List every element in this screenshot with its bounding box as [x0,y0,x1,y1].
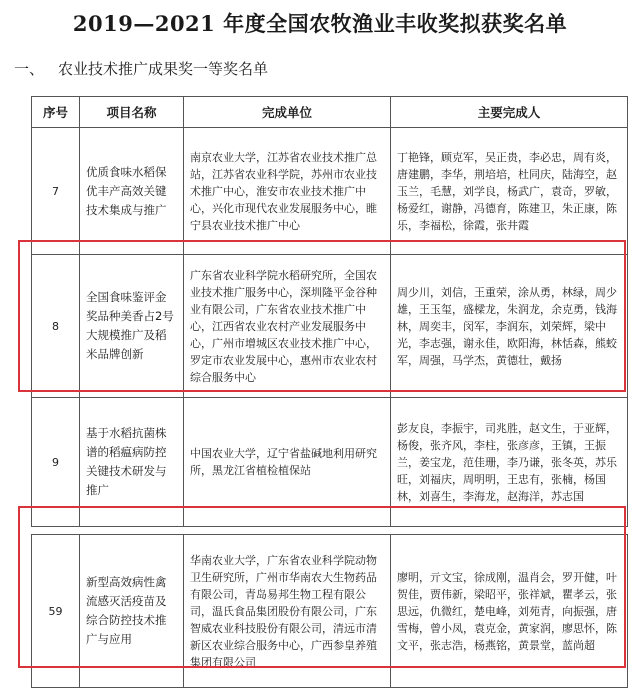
table-header-row [32,97,628,128]
row-people: 丁艳锋，顾克军，吴正贵，李必忠，周有炎，唐建鹏，李华，荆培培，杜同庆，陆海空，赵玉兰，毛慧，刘学良，杨武广，袁奇，罗敏，杨爱红，谢静，冯德育，陈建卫，朱正康，陈乐，李福松，徐霞，张井霞 [391,128,628,255]
document-title: 2019—2021 年度全国农牧渔业丰收奖拟获奖名单 [72,11,568,36]
row-project-name: 新型高效病性禽流感灭活疫苗及综合防控技术推广与应用 [80,535,184,688]
header-people: 主要完成人 [391,97,628,128]
row-no: 59 [32,535,80,688]
row-unit: 南京农业大学，江苏省农业技术推广总站，江苏省农业科学院，苏州市农业技术推广中心，淮安市农业技术推广中心，兴化市现代农业发展服务中心，睢宁县农业技术推广中心 [184,128,391,255]
table-row [32,398,628,527]
row-no: 7 [32,128,80,255]
row-project-name: 基于水稻抗菌株谱的稻瘟病防控关键技术研发与推广 [80,398,184,527]
separator-cell [32,527,628,535]
header-no: 序号 [32,97,80,128]
row-unit: 中国农业大学，辽宁省盐碱地利用研究所，黑龙江省植检植保站 [184,398,391,527]
table-row [32,128,628,255]
row-project-name: 优质食味水稻保优丰产高效关键技术集成与推广 [80,128,184,255]
row-unit: 广东省农业科学院水稻研究所，全国农业技术推广服务中心，深圳隆平金谷种业有限公司，广东省农业技术推广中心，江西省农业农村产业发展服务中心，广州市增城区农业技术推广中心，罗定市农业发展中心，惠州市农业农村综合服务中心 [184,255,391,398]
row-unit: 华南农业大学，广东省农业科学院动物卫生研究所，广州市华南农大生物药品有限公司，青岛易邦生物工程有限公司，温氏食品集团股份有限公司，广东智威农业科技股份有限公司，清远市清新区农业综合服务中心，广西参皇养殖集团有限公司 [184,535,391,688]
row-no: 8 [32,255,80,398]
section-heading [14,58,268,79]
table-separator [32,527,628,535]
row-project-name: 全国食味鉴评金奖品种美香占2号大规模推广及稻米品牌创新 [80,255,184,398]
section-label: 农业技术推广成果奖一等奖名单 [58,60,269,78]
award-table [31,96,628,688]
table-row [32,255,628,398]
table-row [32,535,628,688]
row-no: 9 [32,398,80,527]
section-number: 一、 [14,60,45,78]
row-people: 周少川，刘信，王重荣，涂从勇，林绿，周少雄，王玉玺，盛樑龙，朱润龙，余克勇，钱海林，周奕丰，闵军，李润东，刘荣辉，梁中光，李志强，谢永佳，欧阳海，林恬森，熊蛟军，周强，马学杰，黄德壮，戴扬 [391,255,628,398]
row-people: 彭友良，李振宇，司兆胜，赵文生，于亚辉，杨俊，张齐风，李柱，张彦彦，王镇，王振兰，姜宝龙，范佳珊，李乃谦，张冬英，苏乐旺，刘福庆，周明明，王忠有，张楠，杨国林，刘喜生，李海龙，赵海洋，苏志国 [391,398,628,527]
header-project-name: 项目名称 [80,97,184,128]
row-people: 廖明，亓文宝，徐成刚，温肖会，罗开健，叶贺佳，贾伟新，梁昭平，张祥斌，瞿孝云，张思远，仇微红，楚电峰，刘苑青，向振强，唐雪梅，曾小凤，袁克金，黄家润，廖思怀，陈文平，张志浩，杨燕铭，黄景堂，蓝尚超 [391,535,628,688]
header-unit: 完成单位 [184,97,391,128]
